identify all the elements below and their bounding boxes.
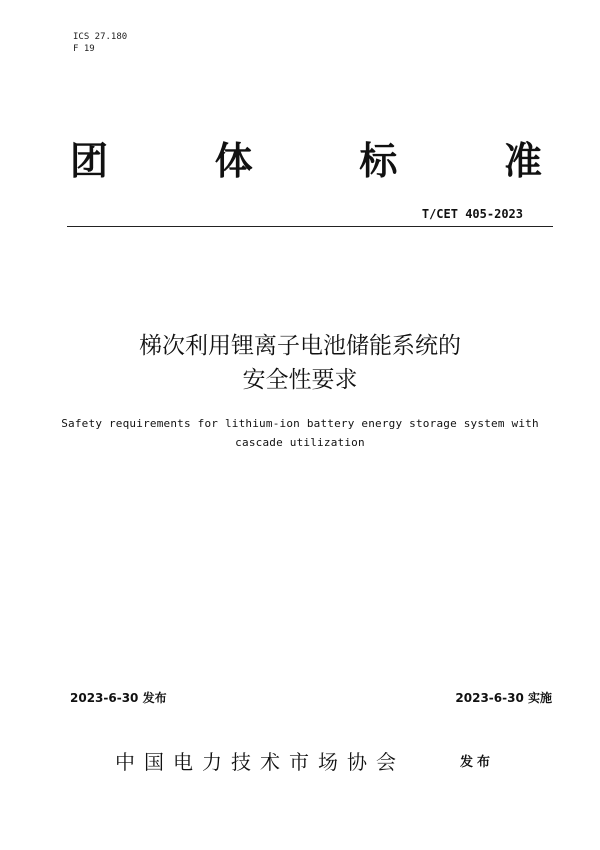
ccs-code: F 19 [73, 44, 95, 54]
title-en-line1: Safety requirements for lithium-ion battery energy storage system with [61, 417, 539, 430]
title-zh-line1: 梯次利用锂离子电池储能系统的 [139, 333, 461, 359]
publish-date: 2023-6-30 发布 [70, 691, 167, 705]
standard-code: T/CET 405-2023 [421, 207, 523, 221]
implement-date: 2023-6-30 实施 [455, 691, 552, 705]
ics-code: ICS 27.180 [73, 32, 128, 42]
issued-label: 发布 [460, 755, 495, 770]
standard-type-char: 团 [70, 139, 109, 183]
standard-type-char: 体 [214, 139, 253, 183]
issuing-organization: 中国电力技术市场协会 [115, 750, 405, 774]
title-en-line2: cascade utilization [235, 436, 365, 449]
classification-codes [73, 31, 127, 55]
standard-type-char: 准 [503, 139, 542, 183]
header-divider [67, 226, 553, 227]
standard-type-heading [70, 138, 542, 184]
title-zh-line2: 安全性要求 [242, 367, 358, 393]
standard-type-char: 标 [359, 139, 398, 183]
